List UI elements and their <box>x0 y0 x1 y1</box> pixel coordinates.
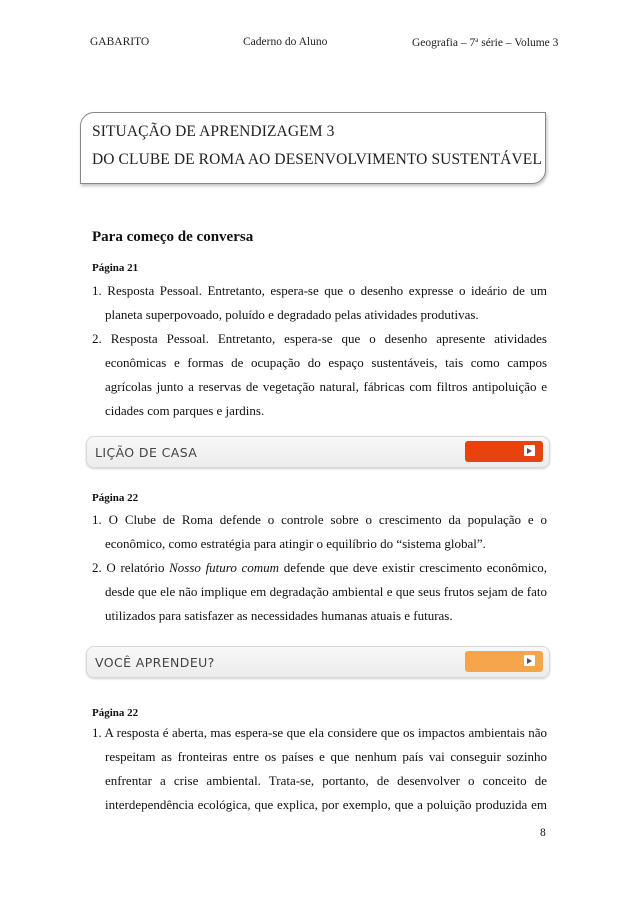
title-line-2: DO CLUBE DE ROMA AO DESENVOLVIMENTO SUSTENTÁVEL <box>92 151 542 168</box>
answer-2-line-3: agrícolas junto a reservas de vegetação natural, fábricas com filtros antipoluição e <box>105 379 547 394</box>
answer-1-line-1: 1. Resposta Pessoal. Entretanto, espera-se que o desenho expresse o ideário de um <box>92 283 547 298</box>
answer-3-line-2: econômico, como estratégia para atingir o equilíbrio do “sistema global”. <box>105 536 486 551</box>
chevron-right-icon <box>524 655 535 666</box>
answer-5-line-3: enfrentar a crise ambiental. Trata-se, portanto, de desenvolver o conceito de <box>105 773 547 788</box>
answer-4-line-2: desde que ele não implique em degradação ambiental e que seus frutos sejam de fato <box>105 584 547 599</box>
header-left: GABARITO <box>90 36 150 48</box>
answer-4-line-1: 2. O relatório Nosso futuro comum defende que deve existir crescimento econômico, <box>92 560 547 575</box>
answer-4-line-3: utilizados para satisfazer as necessidades humanas atuais e futuras. <box>105 608 453 623</box>
answer-2-line-1: 2. Resposta Pessoal. Entretanto, espera-se que o desenho apresente atividades <box>92 331 547 346</box>
answer-list-2 <box>92 508 547 628</box>
licao-de-casa-banner[interactable] <box>86 436 550 468</box>
answer-5-line-1: 1. A resposta é aberta, mas espera-se que ela considere que os impactos ambientais não <box>92 725 547 740</box>
page-number: 8 <box>540 827 546 839</box>
banner-label: VOCÊ APRENDEU? <box>95 655 215 670</box>
answer-list-1 <box>92 279 547 423</box>
page-label-22b: Página 22 <box>92 707 139 719</box>
page-label-21: Página 21 <box>92 262 139 274</box>
answer-3-line-1: 1. O Clube de Roma defende o controle sobre o crescimento da população e o <box>92 512 547 527</box>
chevron-right-icon <box>524 445 535 456</box>
page-label-22: Página 22 <box>92 492 139 504</box>
banner-go-button[interactable] <box>465 441 543 462</box>
header-right: Geografia – 7$^a$ série – Volume 3 <box>412 36 559 49</box>
answer-2-line-2: econômicas e formas de ocupação do espaço sustentáveis, tais como campos <box>105 355 547 370</box>
banner-label: LIÇÃO DE CASA <box>95 445 198 460</box>
answer-list-3 <box>92 721 547 817</box>
answer-1-line-2: planeta superpovoado, poluído e degradado pelas atividades produtivas. <box>105 307 479 322</box>
answer-2-line-4: cidades com parques e jardins. <box>105 403 265 418</box>
report-title: Nosso futuro comum <box>169 560 280 575</box>
answer-5-line-2: respeitam as fronteiras entre os países e que nenhum país vai conseguir sozinho <box>105 749 547 764</box>
title-box <box>80 112 546 184</box>
answer-5-line-4: interdependência ecológica, que explica, por exemplo, que a poluição produzida em <box>105 797 547 812</box>
banner-go-button[interactable] <box>465 651 543 672</box>
title-line-1: SITUAÇÃO DE APRENDIZAGEM 3 <box>92 123 335 140</box>
section-heading: Para começo de conversa <box>92 229 254 245</box>
header-center: Caderno do Aluno <box>243 36 328 48</box>
voce-aprendeu-banner[interactable] <box>86 646 550 678</box>
